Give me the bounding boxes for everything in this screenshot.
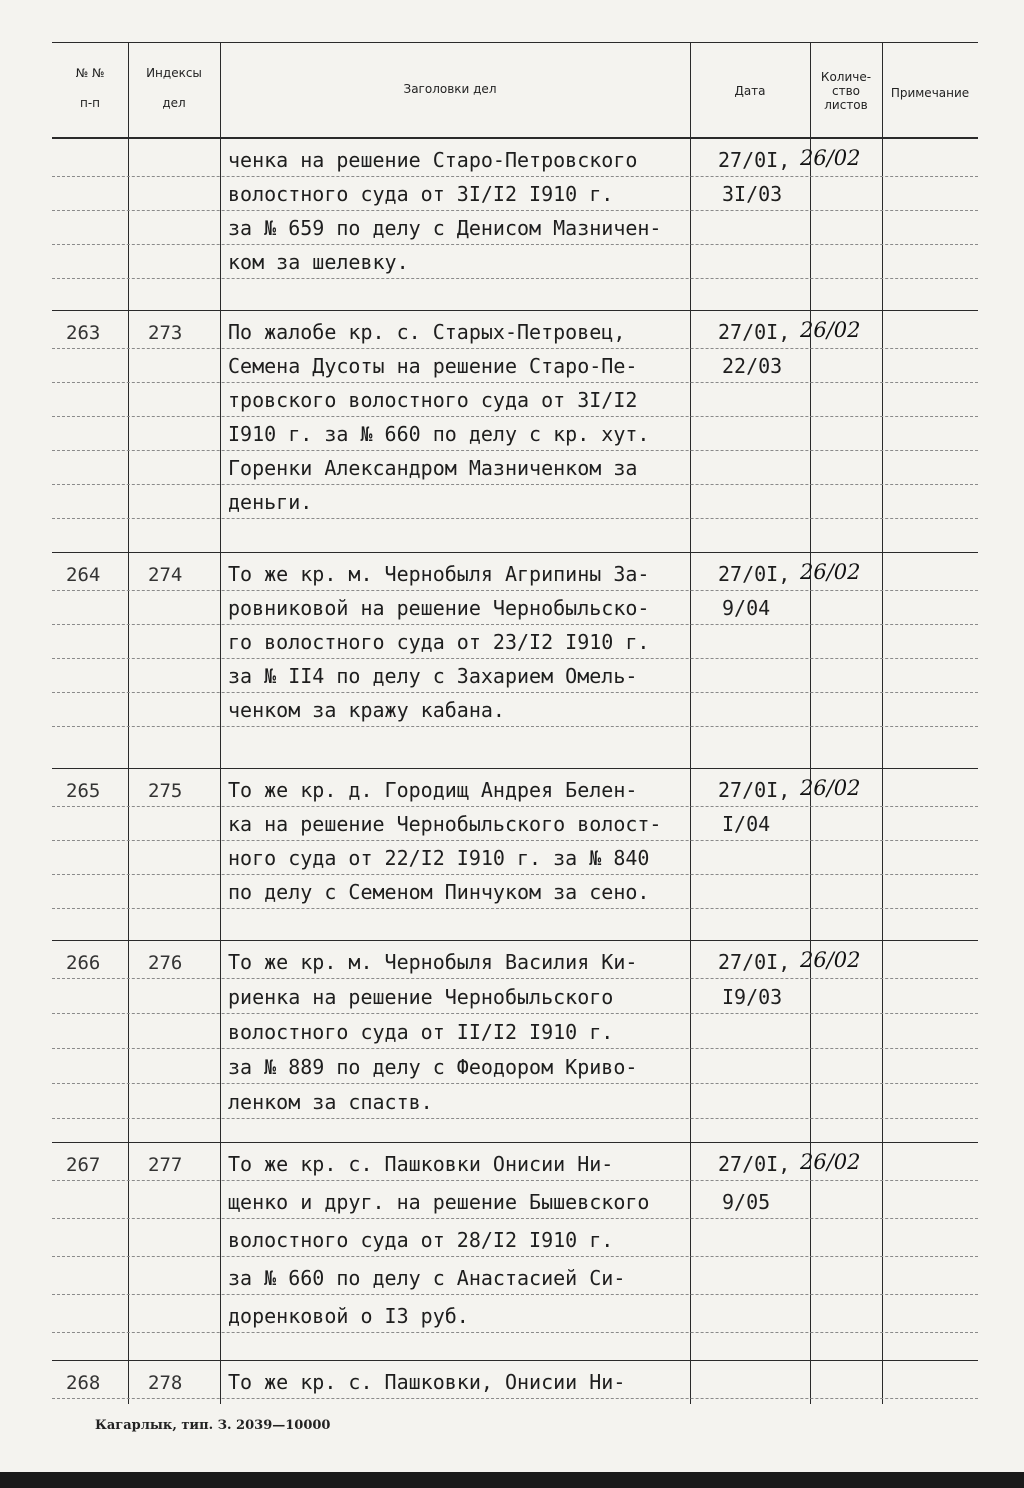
entry-date-start: 27/0I, (718, 320, 791, 344)
handwritten-date: 26/02 (800, 318, 861, 342)
entry-title-line: за № 660 по делу с Анастасией Си- (228, 1266, 626, 1290)
entry-title-line: щенко и друг. на решение Бышевского (228, 1190, 650, 1214)
entry-row-rule (52, 416, 978, 417)
entry-row-rule (52, 1294, 978, 1295)
entry-num: 267 (66, 1154, 101, 1176)
entry-row-rule (52, 874, 978, 875)
entry-title-line: По жалобе кр. с. Старых-Петровец, (228, 320, 626, 344)
entry-row-rule (52, 210, 978, 211)
handwritten-date: 26/02 (800, 776, 861, 800)
entry-title-line: То же кр. д. Городищ Андрея Белен- (228, 778, 638, 802)
entry-title-line: ленком за спаств. (228, 1090, 433, 1114)
entry-row-rule (52, 278, 978, 279)
handwritten-date: 26/02 (800, 146, 861, 170)
header-num-top: № № (75, 66, 105, 80)
entry-date-end: 9/05 (722, 1190, 771, 1214)
entry-index: 278 (148, 1372, 183, 1394)
entry-index: 273 (148, 322, 183, 344)
entry-row-rule (52, 1118, 978, 1119)
entry-index: 276 (148, 952, 183, 974)
col-divider-1 (128, 42, 129, 1404)
entry-separator (52, 552, 978, 553)
col-divider-5 (882, 42, 883, 1404)
entry-row-rule (52, 244, 978, 245)
entry-row-rule (52, 518, 978, 519)
table-top-rule (52, 42, 978, 43)
entry-title-line: тровского волостного суда от 3I/I2 (228, 388, 638, 412)
entry-title-line: То же кр. м. Чернобыля Василия Ки- (228, 950, 638, 974)
entry-title-line: I910 г. за № 660 по делу с кр. хут. (228, 422, 650, 446)
entry-date-start: 27/0I, (718, 148, 791, 172)
entry-separator (52, 768, 978, 769)
scan-edge-band (0, 1472, 1024, 1488)
entry-separator (52, 940, 978, 941)
entry-num: 266 (66, 952, 101, 974)
col-divider-4 (810, 42, 811, 1404)
entry-index: 277 (148, 1154, 183, 1176)
entry-row-rule (52, 840, 978, 841)
entry-separator (52, 1142, 978, 1143)
entry-row-rule (52, 1218, 978, 1219)
entry-num: 264 (66, 564, 101, 586)
entry-date-end: 9/04 (722, 596, 771, 620)
entry-row-rule (52, 978, 978, 979)
printer-footer: Кагарлык, тип. З. 2039—10000 (95, 1418, 331, 1433)
entry-row-rule (52, 348, 978, 349)
entry-title-line: деньги. (228, 490, 313, 514)
entry-title-line: ровниковой на решение Чернобыльско- (228, 596, 650, 620)
entry-row-rule (52, 382, 978, 383)
entry-row-rule (52, 624, 978, 625)
entry-row-rule (52, 1013, 978, 1014)
entry-title-line: То же кр. с. Пашковки, Онисии Ни- (228, 1370, 626, 1394)
entry-index: 275 (148, 780, 183, 802)
entry-title-line: То же кр. с. Пашковки Онисии Ни- (228, 1152, 614, 1176)
entry-row-rule (52, 1256, 978, 1257)
entry-row-rule (52, 726, 978, 727)
entry-date-end: I9/03 (722, 985, 783, 1009)
entry-row-rule (52, 908, 978, 909)
handwritten-date: 26/02 (800, 948, 861, 972)
entry-title-line: доренковой о I3 руб. (228, 1304, 469, 1328)
entry-separator (52, 310, 978, 311)
entry-row-rule (52, 1048, 978, 1049)
entry-row-rule (52, 1398, 978, 1399)
header-index-top: Индексы (146, 66, 202, 80)
entry-title-line: ка на решение Чернобыльского волост- (228, 812, 662, 836)
entry-title-line: го волостного суда от 23/I2 I910 г. (228, 630, 650, 654)
header-sheets: Количе- ство листов (820, 70, 872, 112)
entry-title-line: волостного суда от 28/I2 I910 г. (228, 1228, 614, 1252)
header-date: Дата (734, 84, 766, 98)
entry-date-end: I/04 (722, 812, 771, 836)
entry-row-rule (52, 806, 978, 807)
header-num (52, 66, 128, 110)
entry-title-line: за № 889 по делу с Феодором Криво- (228, 1055, 638, 1079)
entry-date-start: 27/0I, (718, 1152, 791, 1176)
header-index-bottom: дел (162, 96, 186, 110)
entry-date-start: 27/0I, (718, 778, 791, 802)
entry-row-rule (52, 692, 978, 693)
header-title: Заголовки дел (403, 82, 497, 96)
entry-title-line: Семена Дусоты на решение Старо-Пе- (228, 354, 638, 378)
entry-row-rule (52, 450, 978, 451)
entry-index: 274 (148, 564, 183, 586)
entry-row-rule (52, 176, 978, 177)
entry-title-line: Горенки Александром Мазниченком за (228, 456, 638, 480)
handwritten-date: 26/02 (800, 560, 861, 584)
entry-row-rule (52, 658, 978, 659)
entry-row-rule (52, 1180, 978, 1181)
entry-title-line: То же кр. м. Чернобыля Агрипины За- (228, 562, 650, 586)
entry-row-rule (52, 590, 978, 591)
entry-title-line: волостного суда от II/I2 I910 г. (228, 1020, 614, 1044)
header-index (128, 66, 220, 110)
entry-title-line: ченком за кражу кабана. (228, 698, 505, 722)
entry-title-line: ного суда от 22/I2 I910 г. за № 840 (228, 846, 650, 870)
col-divider-2 (220, 42, 221, 1404)
entry-date-end: 22/03 (722, 354, 783, 378)
header-note: Примечание (890, 86, 970, 100)
col-divider-3 (690, 42, 691, 1404)
entry-separator (52, 1360, 978, 1361)
entry-date-start: 27/0I, (718, 562, 791, 586)
entry-row-rule (52, 1332, 978, 1333)
entry-num: 263 (66, 322, 101, 344)
entry-row-rule (52, 1083, 978, 1084)
entry-num: 268 (66, 1372, 101, 1394)
entry-title-line: за № II4 по делу с Захарием Омель- (228, 664, 638, 688)
entry-title-line: по делу с Семеном Пинчуком за сено. (228, 880, 650, 904)
entry-title-line: ком за шелевку. (228, 250, 409, 274)
entry-title-line: риенка на решение Чернобыльского (228, 985, 614, 1009)
entry-date-start: 27/0I, (718, 950, 791, 974)
entry-date-end: 3I/03 (722, 182, 783, 206)
entry-title-line: за № 659 по делу с Денисом Мазничен- (228, 216, 662, 240)
header-bottom-rule (52, 137, 978, 139)
entry-num: 265 (66, 780, 101, 802)
entry-title-line: волостного суда от 3I/I2 I910 г. (228, 182, 614, 206)
entry-row-rule (52, 484, 978, 485)
handwritten-date: 26/02 (800, 1150, 861, 1174)
entry-title-line: ченка на решение Старо-Петровского (228, 148, 638, 172)
header-num-bottom: п-п (79, 96, 101, 110)
